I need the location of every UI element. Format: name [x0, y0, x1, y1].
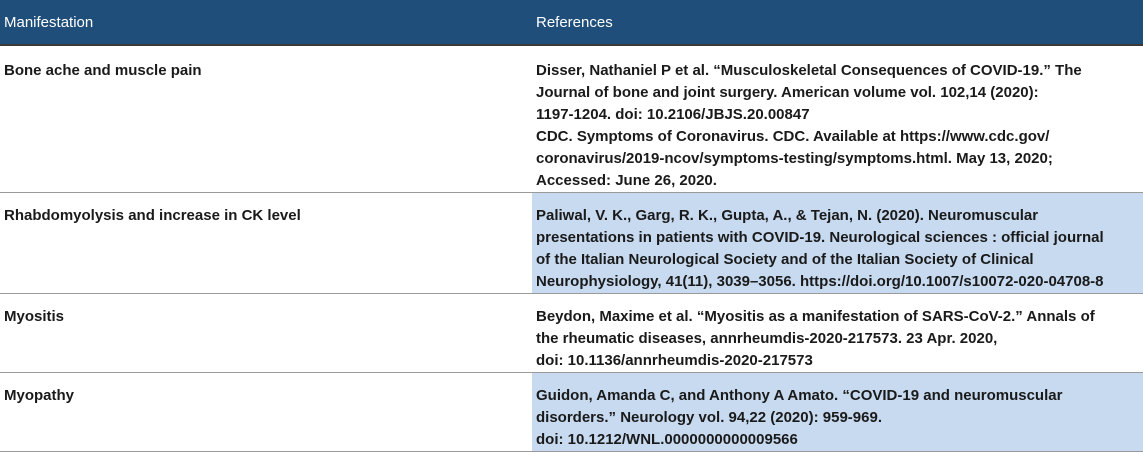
column-header-manifestation: Manifestation	[0, 0, 532, 45]
manifestation-cell: Myositis	[0, 294, 532, 373]
table-row	[0, 294, 1143, 373]
reference-line: CDC. Symptoms of Coronavirus. CDC. Available at https://www.cdc.gov/	[536, 128, 1050, 145]
table-header-row	[0, 0, 1143, 45]
reference-line: Accessed: June 26, 2020.	[536, 172, 717, 189]
references-cell-highlighted	[532, 193, 1143, 294]
reference-line: Beydon, Maxime et al. “Myositis as a manifestation of SARS-CoV-2.” Annals of	[536, 308, 1095, 325]
reference-line: Paliwal, V. K., Garg, R. K., Gupta, A., & Tejan, N. (2020). Neuromuscular	[536, 207, 1039, 224]
reference-line: Guidon, Amanda C, and Anthony A Amato. “COVID-19 and neuromuscular	[536, 387, 1063, 404]
reference-line: doi: 10.1212/WNL.0000000000009566	[536, 431, 798, 448]
reference-line: the rheumatic diseases, annrheumdis-2020-217573. 23 Apr. 2020,	[536, 330, 998, 347]
manifestation-cell: Bone ache and muscle pain	[0, 45, 532, 193]
reference-line: Disser, Nathaniel P et al. “Musculoskeletal Consequences of COVID-19.” The	[536, 62, 1082, 79]
column-header-references: References	[532, 0, 1143, 45]
table-row	[0, 193, 1143, 294]
reference-line: Neurophysiology, 41(11), 3039–3056. https://doi.org/10.1007/s10072-020-04708-8	[536, 273, 1104, 290]
manifestation-cell: Rhabdomyolysis and increase in CK level	[0, 193, 532, 294]
reference-line: Journal of bone and joint surgery. American volume vol. 102,14 (2020):	[536, 84, 1039, 101]
references-cell	[532, 294, 1143, 373]
references-cell	[532, 45, 1143, 193]
reference-line: 1197-1204. doi: 10.2106/JBJS.20.00847	[536, 106, 810, 123]
table-row	[0, 45, 1143, 193]
reference-line: disorders.” Neurology vol. 94,22 (2020): 959-969.	[536, 409, 882, 426]
manifestation-cell: Myopathy	[0, 373, 532, 452]
table-row	[0, 373, 1143, 452]
reference-line: doi: 10.1136/annrheumdis-2020-217573	[536, 352, 813, 369]
reference-line: of the Italian Neurological Society and of the Italian Society of Clinical	[536, 251, 1034, 268]
references-cell-highlighted	[532, 373, 1143, 452]
reference-line: coronavirus/2019-ncov/symptoms-testing/symptoms.html. May 13, 2020;	[536, 150, 1053, 167]
reference-line: presentations in patients with COVID-19. Neurological sciences : official journal	[536, 229, 1104, 246]
